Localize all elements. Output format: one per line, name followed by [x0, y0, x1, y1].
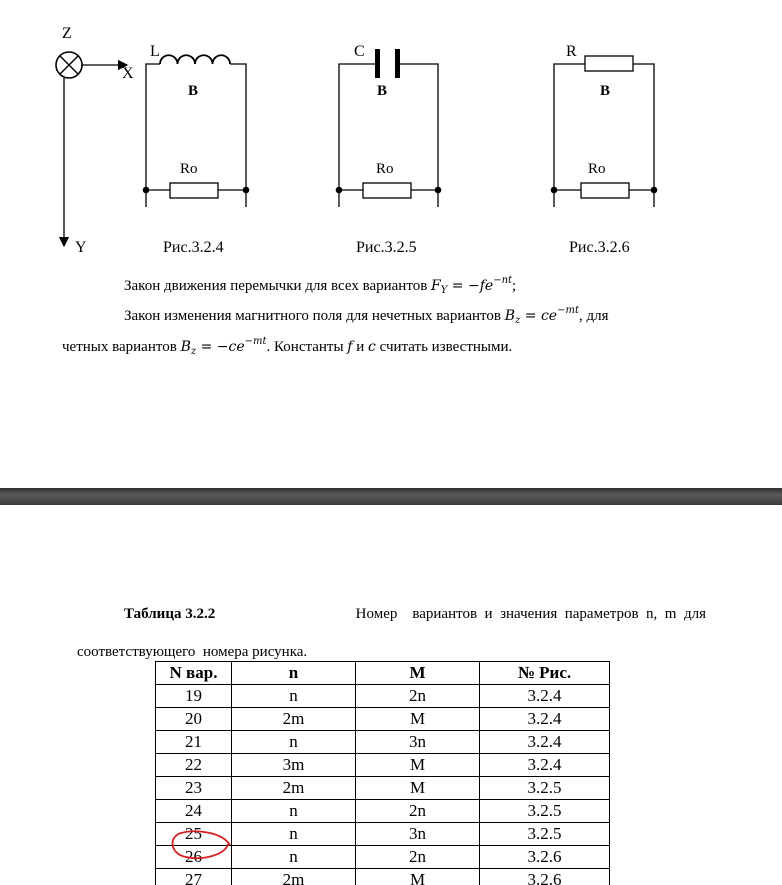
cell-variant: 23 [156, 777, 232, 800]
page-separator [0, 488, 782, 505]
resistor-label: Ro [180, 161, 198, 177]
resistor-ro [170, 183, 218, 198]
figure-caption: Рис.3.2.4 [163, 239, 224, 256]
cell-n: 2m [232, 777, 356, 800]
table-row [156, 800, 610, 823]
z-axis-label: Z [62, 25, 72, 42]
cell-n: n [232, 731, 356, 754]
cell-variant: 20 [156, 708, 232, 731]
resistor-label: Ro [588, 161, 606, 177]
cell-variant: 26 [156, 846, 232, 869]
resistor-r [585, 56, 633, 71]
table-caption-title: Таблица 3.2.2 [124, 606, 216, 622]
resistor-ro [581, 183, 629, 198]
field-law-paragraph-line1: Закон изменения магнитного поля для нечетных вариантов $B_z = ce^{-mt}$, для [124, 305, 609, 326]
table-row [156, 731, 610, 754]
cell-figure: 3.2.5 [480, 823, 610, 846]
x-axis-label: X [122, 65, 134, 82]
inductor-coil [160, 55, 230, 64]
document-page-bottom [0, 505, 782, 885]
table-row [156, 777, 610, 800]
resistor-ro [363, 183, 411, 198]
cell-m: 3n [356, 731, 480, 754]
cell-m: 2n [356, 800, 480, 823]
header-figure: № Рис. [480, 662, 610, 685]
circuit-inductor [143, 43, 250, 256]
cell-figure: 3.2.5 [480, 777, 610, 800]
cell-m: 2n [356, 685, 480, 708]
cell-n: 2m [232, 708, 356, 731]
header-variant: N вар. [156, 662, 232, 685]
cell-figure: 3.2.4 [480, 708, 610, 731]
cell-m: M [356, 754, 480, 777]
header-n: n [232, 662, 356, 685]
table-row [156, 754, 610, 777]
cell-figure: 3.2.5 [480, 800, 610, 823]
cell-m: 2n [356, 846, 480, 869]
circuit-resistor [551, 43, 658, 256]
cell-n: n [232, 846, 356, 869]
cell-m: M [356, 777, 480, 800]
figure-caption: Рис.3.2.6 [569, 239, 630, 256]
table-row [156, 708, 610, 731]
motion-law-paragraph: Закон движения перемычки для всех вариантов $F_Y = -fe^{-nt}$; [124, 275, 517, 296]
table-header-row [156, 662, 610, 685]
cell-figure: 3.2.4 [480, 754, 610, 777]
field-law-paragraph-line2: четных вариантов $B_z = -ce^{-mt}$. Константы f и c считать известными. [62, 336, 513, 357]
circuit-capacitor [336, 43, 442, 256]
capacitor-plate-right [395, 49, 400, 78]
cell-n: n [232, 685, 356, 708]
cell-m: M [356, 708, 480, 731]
field-label-b: B [188, 83, 199, 99]
resistor-label: Ro [376, 161, 394, 177]
capacitor-plate-left [375, 49, 380, 78]
cell-figure: 3.2.4 [480, 731, 610, 754]
table-row [156, 846, 610, 869]
header-m: M [356, 662, 480, 685]
cell-figure: 3.2.4 [480, 685, 610, 708]
field-label-b: B [377, 83, 388, 99]
cell-n: n [232, 800, 356, 823]
element-label-c: C [354, 43, 365, 60]
table-caption-line1: Таблица 3.2.2 Номер вариантов и значения параметров n, m для [124, 606, 706, 622]
cell-m: 3n [356, 823, 480, 846]
element-label-r: R [566, 43, 577, 60]
cell-n: 2m [232, 869, 356, 885]
cell-variant: 19 [156, 685, 232, 708]
cell-variant: 24 [156, 800, 232, 823]
cell-variant: 22 [156, 754, 232, 777]
cell-n: 3m [232, 754, 356, 777]
cell-n: n [232, 823, 356, 846]
cell-figure: 3.2.6 [480, 869, 610, 885]
table-row-highlighted [156, 823, 610, 846]
y-axis-label: Y [75, 239, 87, 256]
table-row [156, 685, 610, 708]
field-label-b: B [600, 83, 611, 99]
parameters-table [155, 661, 610, 885]
cell-variant: 25 [156, 823, 232, 846]
cell-figure: 3.2.6 [480, 846, 610, 869]
cell-m: M [356, 869, 480, 885]
table-caption-line2: соответствующего номера рисунка. [77, 644, 308, 660]
coordinate-axes [56, 25, 134, 256]
table-row [156, 869, 610, 885]
element-label-l: L [150, 43, 160, 60]
figure-caption: Рис.3.2.5 [356, 239, 417, 256]
cell-variant: 21 [156, 731, 232, 754]
cell-variant: 27 [156, 869, 232, 885]
